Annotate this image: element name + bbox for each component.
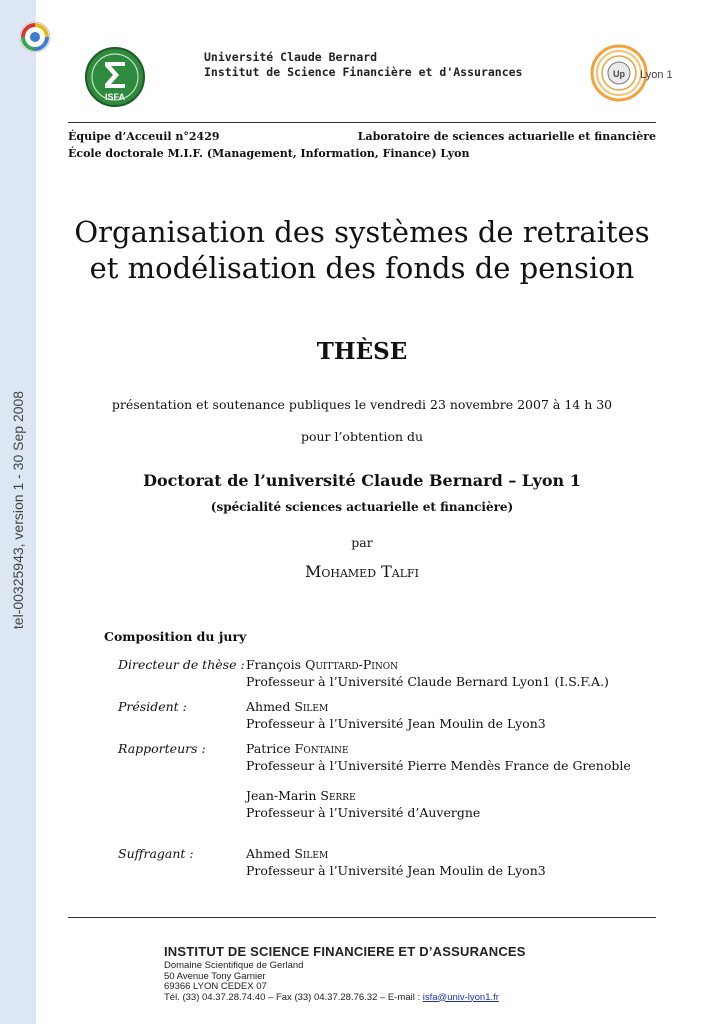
- jury-last-name: Quittard-Pinon: [305, 657, 398, 672]
- footer-rule: [68, 917, 656, 918]
- jury-last-name: Fontaine: [294, 741, 349, 756]
- jury-heading: Composition du jury: [104, 629, 247, 644]
- jury-role: Président :: [118, 699, 187, 714]
- obtention-text: pour l’obtention du: [300, 429, 424, 444]
- jury-person: [246, 699, 546, 732]
- svg-text:Up: Up: [613, 69, 625, 79]
- jury-first-name: Jean-Marin: [246, 788, 321, 803]
- info-line-1: [68, 130, 656, 143]
- jury-first-name: François: [246, 657, 306, 672]
- laboratoire-label: Laboratoire de sciences actuarielle et financière: [357, 130, 656, 143]
- author-name: Mohamed Talfi: [304, 562, 420, 581]
- institute-footer: [164, 944, 526, 1003]
- jury-last-name: Silem: [294, 699, 329, 714]
- jury-role: Suffragant :: [118, 846, 194, 861]
- specialite-text: (spécialité sciences actuarielle et financière): [210, 500, 514, 514]
- footer-contact: [164, 993, 526, 1004]
- title-line-2: et modélisation des fonds de pension: [89, 251, 635, 285]
- title-line-1: Organisation des systèmes de retraites: [74, 215, 650, 249]
- archive-logo-icon: [18, 20, 52, 54]
- footer-address-3: 69366 LYON CEDEX 07: [164, 981, 267, 992]
- jury-role: Rapporteurs :: [118, 741, 206, 756]
- jury-affiliation: Professeur à l’Université Jean Moulin de Lyon3: [246, 715, 546, 731]
- institute-name: Institut de Science Financière et d'Assurances: [204, 65, 523, 79]
- equipe-label: Équipe d’Acceuil n°2429: [68, 130, 220, 143]
- university-header: [204, 50, 523, 80]
- isfa-logo-icon: [84, 46, 146, 108]
- par-text: par: [351, 535, 373, 550]
- jury-person: [246, 741, 631, 774]
- doctorat-title: Doctorat de l’université Claude Bernard – Lyon 1: [143, 471, 581, 490]
- jury-first-name: Ahmed: [246, 699, 295, 714]
- footer-email-link[interactable]: isfa@univ-lyon1.fr: [422, 991, 499, 1003]
- jury-affiliation: Professeur à l’Université d’Auvergne: [246, 804, 481, 820]
- header-rule: [68, 122, 656, 123]
- footer-title: INSTITUT DE SCIENCE FINANCIERE ET D’ASSURANCES: [164, 944, 526, 959]
- lyon1-logo-icon: [588, 42, 678, 104]
- jury-affiliation: Professeur à l’Université Pierre Mendès France de Grenoble: [246, 757, 631, 773]
- jury-first-name: Ahmed: [246, 846, 295, 861]
- jury-last-name: Silem: [294, 846, 329, 861]
- these-heading: THÈSE: [316, 338, 408, 365]
- archive-stamp: tel-00325943, version 1 - 30 Sep 2008: [10, 390, 26, 630]
- lyon1-logo-text: Lyon 1: [640, 69, 673, 81]
- jury-role: Directeur de thèse :: [118, 657, 245, 672]
- jury-person: [246, 846, 546, 879]
- footer-address-1: Domaine Scientifique de Gerland: [164, 960, 304, 971]
- isfa-logo-text: ISFA: [104, 92, 126, 102]
- presentation-text: présentation et soutenance publiques le vendredi 23 novembre 2007 à 14 h 30: [111, 397, 613, 412]
- jury-last-name: Serre: [320, 788, 356, 803]
- jury-affiliation: Professeur à l’Université Jean Moulin de Lyon3: [246, 862, 546, 878]
- jury-person: [246, 657, 609, 690]
- university-name: Université Claude Bernard: [204, 50, 378, 64]
- jury-person: [246, 788, 480, 821]
- thesis-title: [68, 214, 656, 286]
- ecole-label: École doctorale M.I.F. (Management, Information, Finance) Lyon: [68, 147, 470, 160]
- jury-affiliation: Professeur à l’Université Claude Bernard Lyon1 (I.S.F.A.): [246, 673, 609, 689]
- jury-first-name: Patrice: [246, 741, 295, 756]
- footer-address-2: 50 Avenue Tony Garnier: [164, 970, 266, 982]
- footer-phone-fax: Tél. (33) 04.37.28.74.40 – Fax (33) 04.37.28.76.32 – E-mail :: [164, 991, 423, 1003]
